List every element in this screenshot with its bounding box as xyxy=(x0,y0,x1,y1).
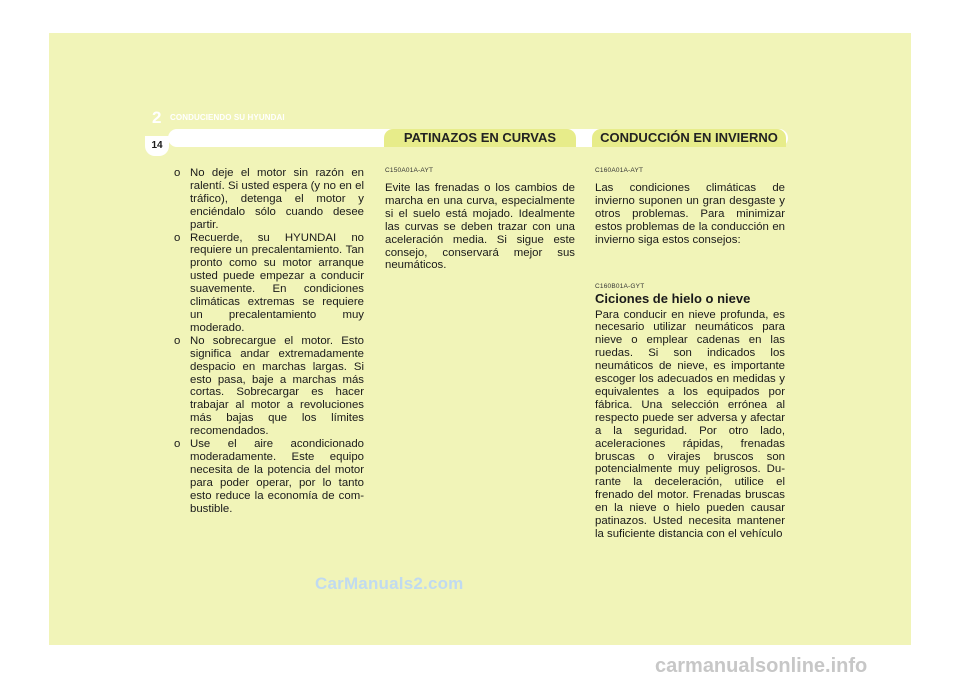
list-item xyxy=(172,335,364,438)
section-code: C160B01A-GYT xyxy=(595,282,645,290)
tab-patinazos-en-curvas: PATINAZOS EN CURVAS xyxy=(384,129,576,147)
list-item-text: Use el aire acondicionado moderadamente. Este equipo necesita de la potencia del motor para poder operar, por lo tanto esto reduce la economía de com-bustible. xyxy=(190,438,364,515)
list-item xyxy=(172,167,364,232)
column-right xyxy=(595,166,785,541)
bullet-mark: o xyxy=(174,231,181,244)
tab-conduccion-en-invierno: CONDUCCIÓN EN INVIERNO xyxy=(592,129,786,147)
list-item-text: No deje el motor sin razón en ralentí. Si usted espera (y no en el tráfico), detenga el motor y enciéndalo sólo cuando desee partir. xyxy=(190,167,364,231)
section-text: Para conducir en nieve profunda, es necesario utilizar neumáticos para nieve o emplear cadenas en las ruedas. Si son indicados los neumáticos de nieve, es importante escoger los adecuados en medidas y equivalentes a los equipados por fábrica. Una selección errónea al respecto puede ser adversa y afectar a la seguridad. Por otro lado, aceleraciones rápidas, frenadas bruscas o virajes bruscos son potencialmente muy peligrosos. Du-rante la deceleración, utilice el frenado del motor. Frenadas bruscas en la nieve o hielo pueden causar patinazos. Usted necesita mantener la suficiente distancia con el vehículo xyxy=(595,308,785,540)
list-item xyxy=(172,232,364,335)
column-left xyxy=(172,167,364,515)
section-text: Evite las frenadas o los cambios de marcha en una curva, especialmente si el suelo está mojado. Idealmente las curvas se deben trazar con una aceleración media. Si sigue este consejo, conservará mejor sus neumáticos. xyxy=(385,182,575,272)
bullet-mark: o xyxy=(174,438,181,451)
page-number: 14 xyxy=(145,136,169,156)
bullet-mark: o xyxy=(174,334,181,347)
section-code: C160A01A-AYT xyxy=(595,167,644,174)
intro-text: Las condiciones climáticas de invierno suponen un gran desgaste y otros problemas. Para minimizar estos problemas de la conducción en invierno siga estos consejos: xyxy=(595,182,785,246)
list-item-text: Recuerde, su HYUNDAI no requiere un precalentamiento. Tan pronto como su motor arranque usted puede empezar a conducir suavemente. En condiciones climáticas extremas se requiere un precalentamiento muy moderado. xyxy=(190,231,364,334)
bullet-mark: o xyxy=(174,167,181,179)
watermark-carmanuals: CarManuals2.com xyxy=(315,574,464,593)
chapter-number: 2 xyxy=(152,108,162,127)
column-middle xyxy=(385,166,575,272)
chapter-title: CONDUCIENDO SU HYUNDAI xyxy=(170,113,285,122)
subheading: Ciciones de hielo o nieve xyxy=(595,290,751,306)
section-code: C150A01A-AYT xyxy=(385,167,434,174)
list-item xyxy=(172,438,364,515)
list-item-text: No sobrecargue el motor. Esto significa andar extremadamente despacio en marchas largas. Si esto pasa, baje a marchas más cortas. Sobrecargar es hacer trabajar al motor a revoluciones más bajas que los límites recomendados. xyxy=(190,334,364,438)
watermark-footer: carmanualsonline.info xyxy=(655,655,868,677)
